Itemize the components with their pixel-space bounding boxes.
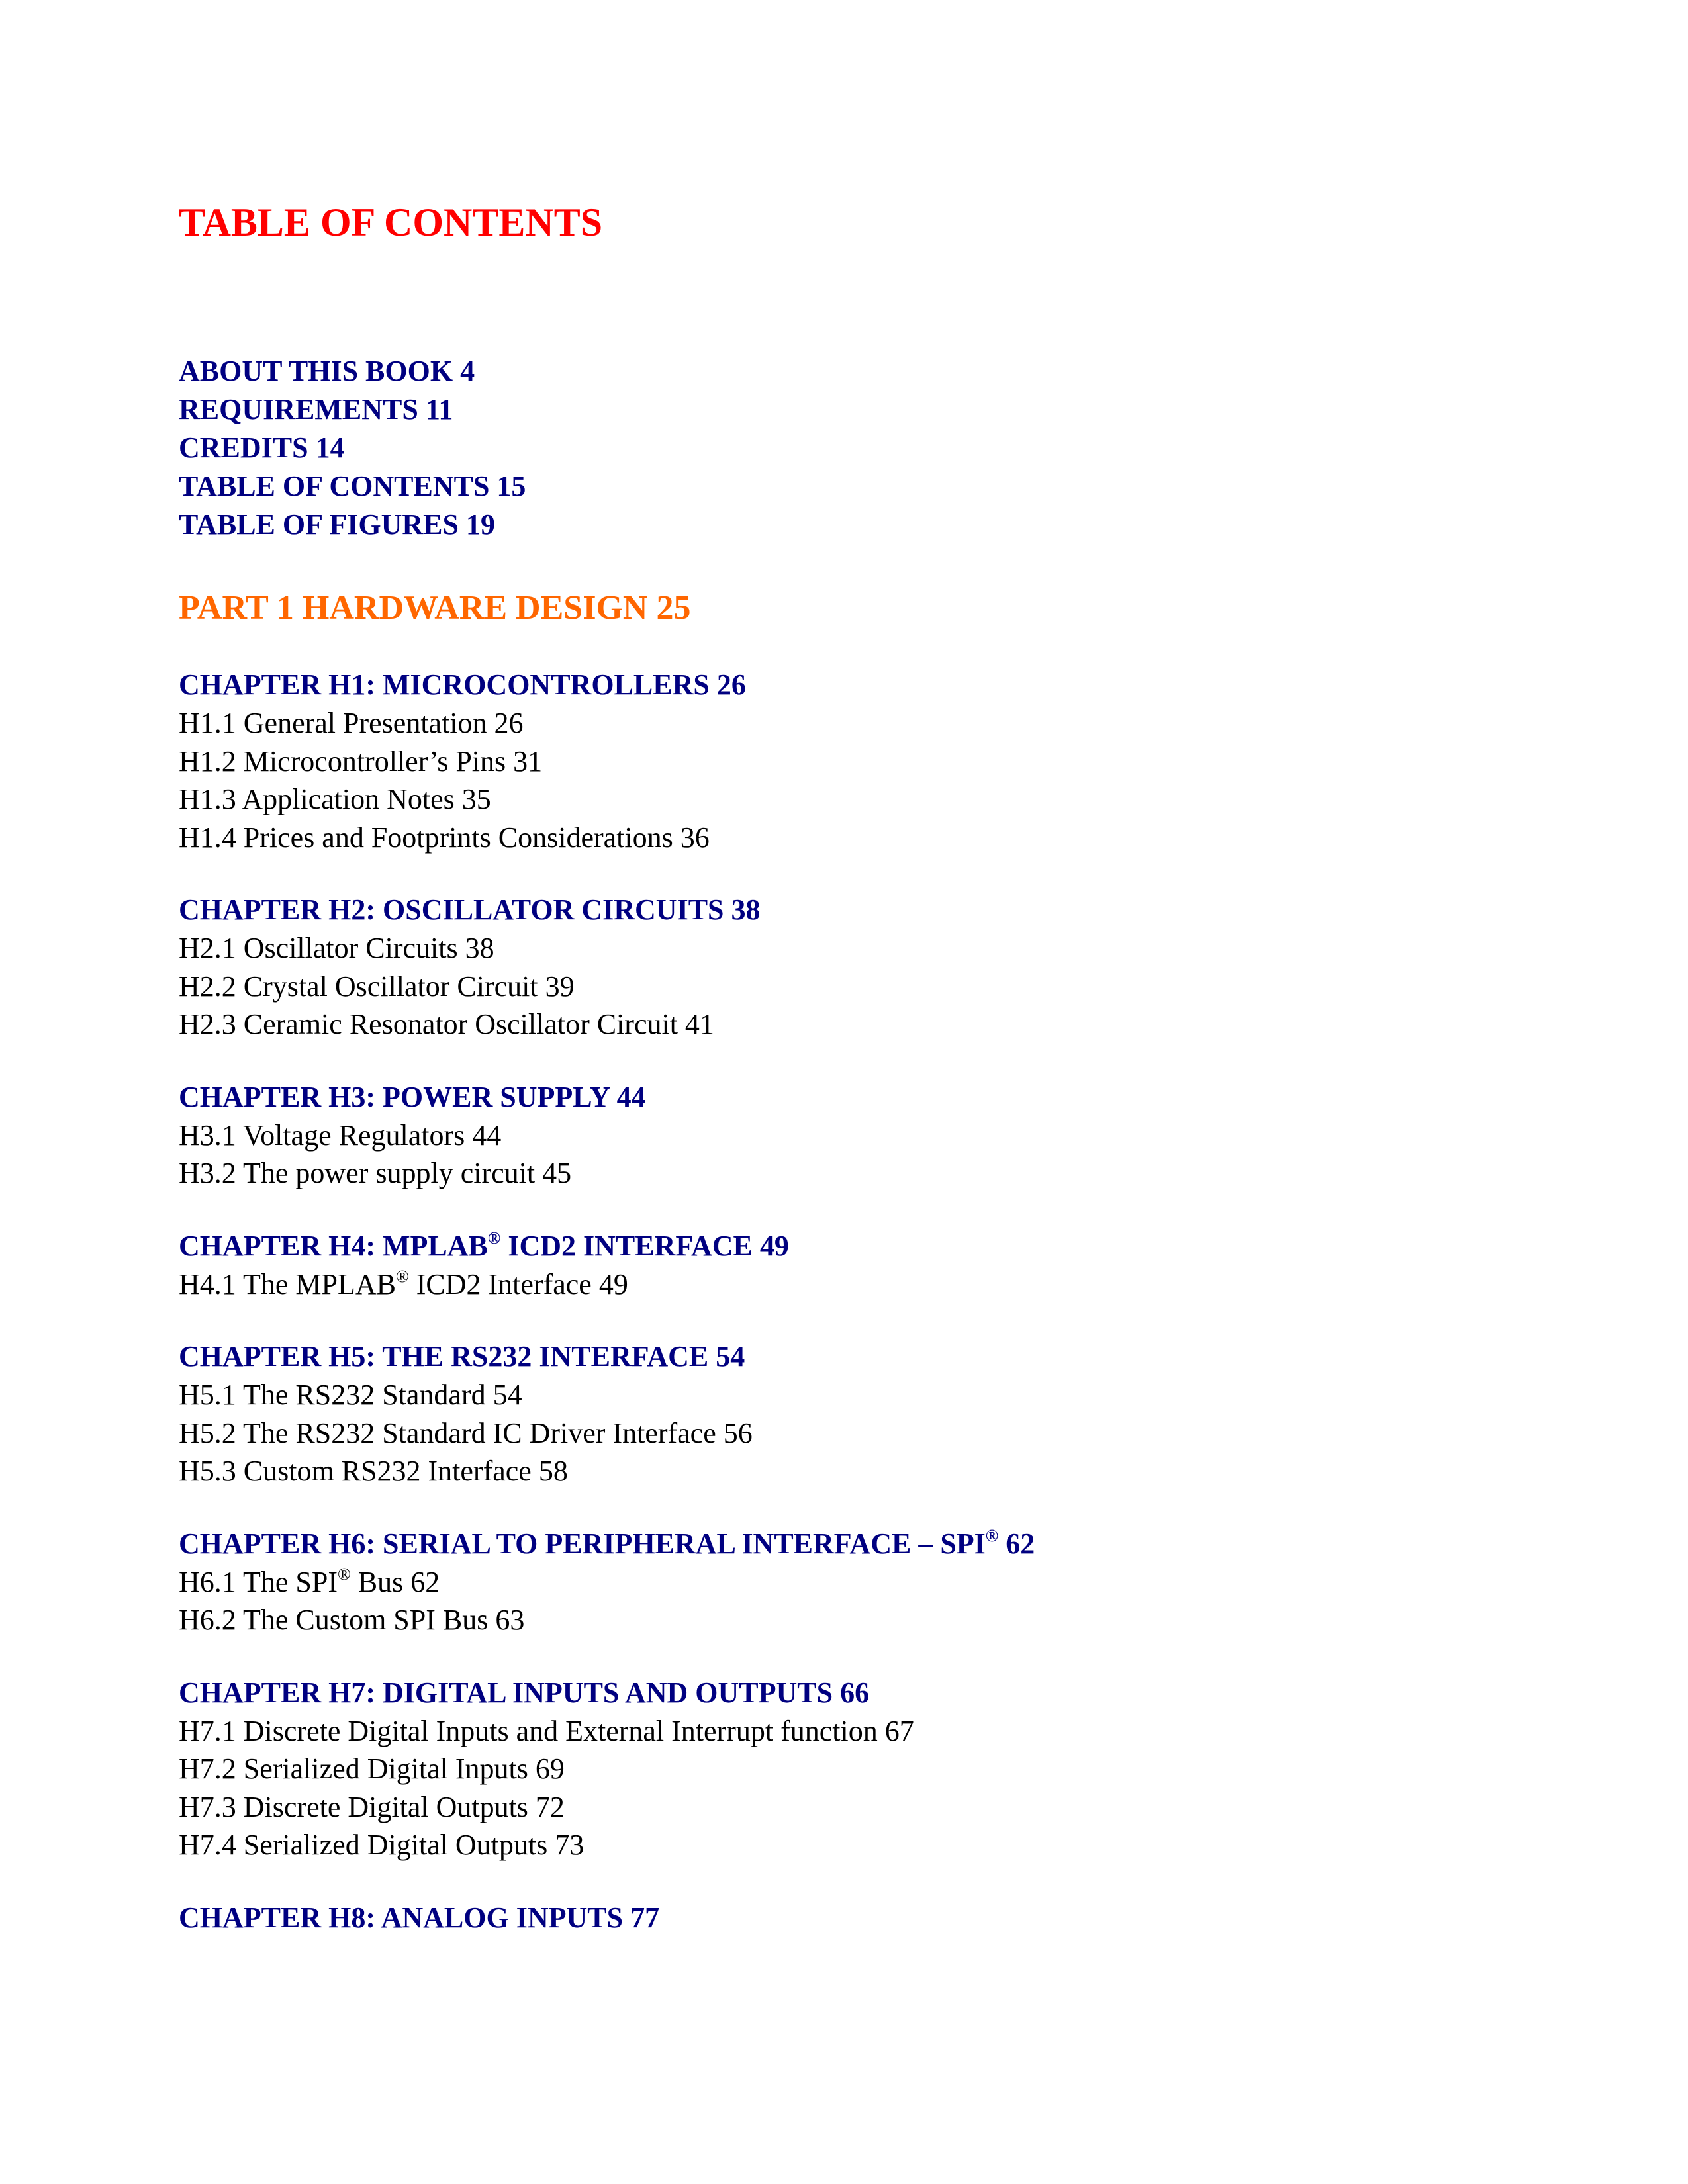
registered-mark: ®	[337, 1564, 351, 1584]
section-entry[interactable]: H1.3 Application Notes 35	[179, 783, 491, 815]
chapter-heading[interactable]: CHAPTER H1: MICROCONTROLLERS 26	[179, 668, 746, 701]
chapter-heading-text: CHAPTER H6: SERIAL TO PERIPHERAL INTERFACE – SPI	[179, 1527, 986, 1560]
chapter-h8	[179, 1899, 1556, 1937]
chapter-heading[interactable]: CHAPTER H5: THE RS232 INTERFACE 54	[179, 1340, 745, 1373]
section-entry[interactable]: H2.2 Crystal Oscillator Circuit 39	[179, 970, 575, 1003]
section-entry[interactable]: H3.2 The power supply circuit 45	[179, 1157, 572, 1189]
chapter-heading[interactable]: CHAPTER H8: ANALOG INPUTS 77	[179, 1901, 660, 1934]
registered-mark: ®	[395, 1266, 409, 1286]
section-entry[interactable]: H7.3 Discrete Digital Outputs 72	[179, 1790, 565, 1823]
section-entry[interactable]: H3.1 Voltage Regulators 44	[179, 1118, 502, 1152]
toc-entry-about-this-book[interactable]: ABOUT THIS BOOK 4	[179, 355, 475, 387]
chapter-heading-text: CHAPTER H4: MPLAB	[179, 1229, 488, 1262]
registered-mark: ®	[985, 1525, 999, 1545]
chapter-h3	[179, 1078, 1556, 1193]
chapter-h4	[179, 1227, 1556, 1304]
section-entry[interactable]: H1.1 General Presentation 26	[179, 707, 524, 739]
part-heading[interactable]: PART 1 HARDWARE DESIGN 25	[179, 589, 691, 627]
section-entry[interactable]: H7.2 Serialized Digital Inputs 69	[179, 1752, 565, 1785]
section-entry[interactable]: H1.2 Microcontroller’s Pins 31	[179, 745, 543, 778]
section-entry[interactable]: H5.3 Custom RS232 Interface 58	[179, 1455, 568, 1487]
section-entry[interactable]: H5.2 The RS232 Standard IC Driver Interface 56	[179, 1416, 753, 1449]
chapter-h2	[179, 891, 1556, 1044]
chapter-heading[interactable]	[179, 1227, 1556, 1265]
chapter-heading[interactable]: CHAPTER H7: DIGITAL INPUTS AND OUTPUTS 66	[179, 1676, 870, 1709]
section-entry[interactable]: H2.3 Ceramic Resonator Oscillator Circuit 41	[179, 1008, 714, 1040]
section-entry[interactable]: H2.1 Oscillator Circuits 38	[179, 932, 494, 964]
chapter-h1	[179, 666, 1556, 856]
chapter-heading-text: ICD2 INTERFACE 49	[500, 1229, 789, 1262]
section-text: H6.1 The SPI	[179, 1565, 338, 1598]
toc-content	[179, 199, 1556, 1937]
toc-entry-credits[interactable]: CREDITS 14	[179, 432, 345, 464]
section-entry[interactable]: H6.2 The Custom SPI Bus 63	[179, 1604, 525, 1636]
section-entry[interactable]: H1.4 Prices and Footprints Considerations 36	[179, 821, 710, 854]
toc-entry-table-of-figures[interactable]: TABLE OF FIGURES 19	[179, 508, 495, 541]
toc-entry-requirements[interactable]: REQUIREMENTS 11	[179, 393, 453, 426]
section-entry[interactable]: H5.1 The RS232 Standard 54	[179, 1379, 522, 1411]
chapter-h7	[179, 1674, 1556, 1864]
chapter-heading[interactable]: CHAPTER H3: POWER SUPPLY 44	[179, 1080, 646, 1113]
section-entry[interactable]: H7.1 Discrete Digital Inputs and External Interrupt function 67	[179, 1714, 914, 1747]
chapter-heading-text: 62	[998, 1527, 1035, 1560]
section-entry[interactable]: H7.4 Serialized Digital Outputs 73	[179, 1829, 585, 1861]
section-text: H4.1 The MPLAB	[179, 1267, 396, 1300]
section-text: Bus 62	[350, 1565, 440, 1598]
toc-entry-table-of-contents[interactable]: TABLE OF CONTENTS 15	[179, 470, 526, 502]
chapter-heading[interactable]: CHAPTER H2: OSCILLATOR CIRCUITS 38	[179, 893, 761, 926]
chapter-h5	[179, 1338, 1556, 1490]
section-entry[interactable]	[179, 1265, 1556, 1304]
section-entry[interactable]	[179, 1563, 1556, 1602]
section-text: ICD2 Interface 49	[408, 1267, 628, 1300]
registered-mark: ®	[487, 1228, 501, 1248]
chapter-heading[interactable]	[179, 1525, 1556, 1563]
chapter-h6	[179, 1525, 1556, 1639]
page-title: TABLE OF CONTENTS	[179, 201, 603, 244]
front-matter-list	[179, 352, 1556, 544]
